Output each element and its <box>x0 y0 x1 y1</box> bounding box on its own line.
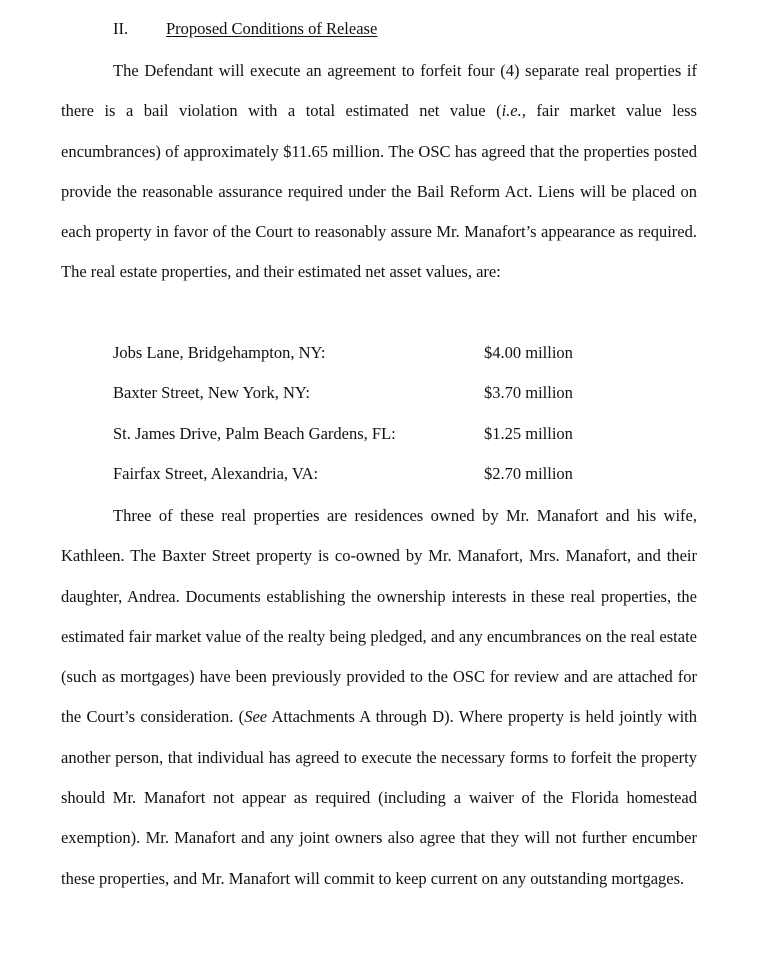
property-row <box>113 454 613 494</box>
paragraph-ownership-text-1: Three of these real properties are residences owned by Mr. Manafort and his wife, Kathleen. The Baxter Street property is co-owned by Mr. Manafort, Mrs. Manafort, and their daughter, Andrea. Documents establishing the ownership interests in these real properties, the estimated fair market value of the realty being pledged, and any encumbrances on the real estate (such as mortgages) have been previously provided to the OSC for review and are attached for the Court’s consideration. ( <box>61 506 697 727</box>
property-value: $2.70 million <box>484 464 573 484</box>
paragraph-conditions-text-2: fair market value less encumbrances) of approximately $11.65 million. The OSC has agreed that the properties posted provide the reasonable assurance required under the Bail Reform Act. Liens will be placed on each property in favor of the Court to reasonably assure Mr. Manafort’s appearance as required. The real estate properties, and their estimated net asset values, are: <box>61 101 697 282</box>
property-row <box>113 373 613 413</box>
property-address: Baxter Street, New York, NY: <box>113 383 310 403</box>
section-title: Proposed Conditions of Release <box>166 19 378 38</box>
property-address: St. James Drive, Palm Beach Gardens, FL: <box>113 423 396 443</box>
property-row <box>113 414 613 454</box>
property-list <box>113 333 613 495</box>
section-number: II. <box>113 19 129 38</box>
ie-abbreviation: i.e., <box>501 101 526 121</box>
section-heading <box>113 18 377 40</box>
paragraph-conditions <box>61 51 697 293</box>
property-value: $3.70 million <box>484 383 573 403</box>
property-value: $4.00 million <box>484 343 573 362</box>
property-row <box>113 333 613 373</box>
property-value: $1.25 million <box>484 423 573 443</box>
paragraph-conditions-text-1: The Defendant will execute an agreement to forfeit four (4) separate real properties if there is a bail violation with a total estimated net value ( <box>61 61 697 121</box>
see-signal: See <box>244 707 268 727</box>
paragraph-ownership-text-2: Attachments A through D). Where property is held jointly with another person, that individual has agreed to execute the necessary forms to forfeit the property should Mr. Manafort not appear as required (including a waiver of the Florida homestead exemption). Mr. Manafort and any joint owners also agree that they will not further encumber these properties, and Mr. Manafort will commit to keep current on any outstanding mortgages. <box>61 707 697 888</box>
paragraph-ownership <box>61 496 697 899</box>
property-address: Fairfax Street, Alexandria, VA: <box>113 464 319 484</box>
property-address: Jobs Lane, Bridgehampton, NY: <box>113 343 326 362</box>
